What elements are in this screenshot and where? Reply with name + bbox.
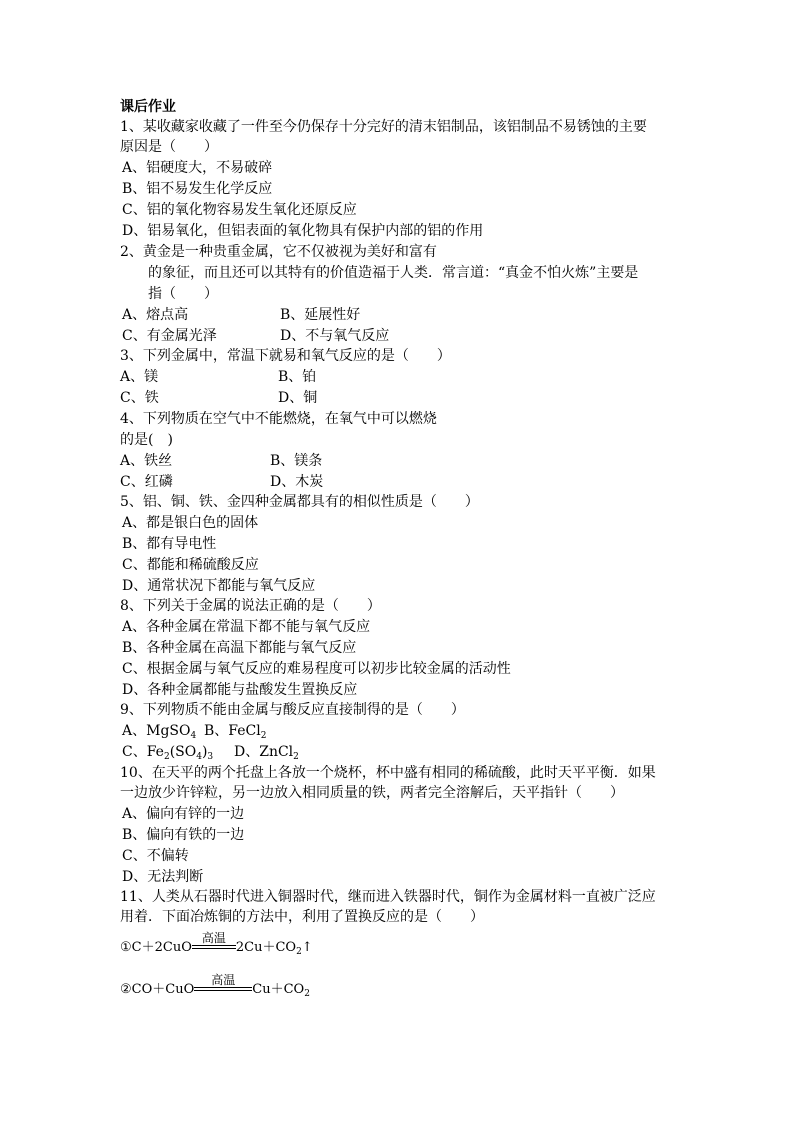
q5-option-d: D、通常状况下都能与氧气反应 — [122, 578, 316, 594]
q8-option-b: B、各种金属在高温下都能与氧气反应 — [122, 640, 357, 656]
q9-option-b-subscript: 2 — [260, 731, 267, 741]
q4-stem-line2: 的是( ) — [120, 432, 173, 448]
q9-option-d — [234, 742, 299, 762]
q9-option-d-text: D、ZnCl — [234, 744, 294, 760]
q3-option-a: A、镁 — [120, 369, 159, 385]
q2-stem-line1: 2、黄金是一种贵重金属，它不仅被视为美好和富有 — [120, 244, 437, 260]
q11-eq2-double-line — [194, 987, 252, 991]
q11-stem-line1: 11、人类从石器时代进入铜器时代，继而进入铁器时代，铜作为金属材料一直被广泛应 — [120, 889, 656, 905]
q10-option-a: A、偏向有锌的一边 — [122, 806, 245, 822]
q11-equation-1 — [120, 932, 313, 962]
q1-stem-line2: 原因是（ ） — [120, 139, 218, 155]
q1-option-c: C、铝的氧化物容易发生氧化还原反应 — [122, 202, 357, 218]
q11-stem-line2: 用着．下面冶炼铜的方法中，利用了置换反应的是（ ） — [120, 909, 484, 925]
q3-option-d: D、铜 — [278, 390, 318, 406]
q1-stem-line1: 1、某收藏家收藏了一件至今仍保存十分完好的清末铝制品，该铝制品不易锈蚀的主要 — [120, 119, 647, 135]
q9-option-d-subscript: 2 — [293, 752, 299, 762]
q2-option-c: C、有金属光泽 — [122, 328, 217, 344]
q3-option-c: C、铁 — [120, 390, 159, 406]
q11-eq2-condition-label: 高温 — [211, 973, 236, 987]
q11-equation-2 — [120, 974, 310, 1004]
q4-option-b: B、镁条 — [270, 453, 323, 469]
q4-option-c: C、红磷 — [120, 474, 173, 490]
q4-option-d: D、木炭 — [270, 474, 324, 490]
q11-eq1-condition — [192, 932, 236, 955]
q9-option-a-text: A、MgSO — [122, 723, 191, 739]
q5-option-c: C、都能和稀硫酸反应 — [122, 557, 259, 573]
q11-eq1-subscript: 2 — [296, 947, 302, 957]
q11-eq1-condition-label: 高温 — [201, 931, 226, 945]
q5-stem: 5、铝、铜、铁、金四种金属都具有的相似性质是（ ） — [120, 494, 479, 510]
q9-option-b — [204, 721, 266, 741]
q11-eq2-subscript: 2 — [304, 989, 310, 999]
q9-option-c-subscript-2: 4 — [196, 752, 202, 762]
q9-option-a-subscript: 4 — [190, 731, 197, 741]
q11-eq2-products: Cu＋CO — [252, 982, 305, 997]
q11-eq2-condition — [194, 974, 252, 997]
q9-option-c — [122, 742, 213, 762]
q11-eq1-double-line — [192, 945, 236, 949]
q9-option-c-text-2: (SO — [169, 744, 197, 760]
q11-eq1-gas-arrow: ↑ — [301, 940, 313, 955]
q11-eq1-reactants: ①C＋2CuO — [120, 940, 192, 955]
q5-option-a: A、都是银白色的固体 — [122, 515, 259, 531]
q1-option-a: A、铝硬度大，不易破碎 — [122, 160, 273, 176]
q9-stem: 9、下列物质不能由金属与酸反应直接制得的是（ ） — [120, 702, 465, 718]
q3-stem: 3、下列金属中，常温下就易和氧气反应的是（ ） — [120, 348, 451, 364]
q2-option-a: A、熔点高 — [122, 307, 189, 323]
q10-stem-line1: 10、在天平的两个托盘上各放一个烧杯，杯中盛有相同的稀硫酸，此时天平平衡．如果 — [120, 765, 656, 781]
q9-option-c-subscript-3: 3 — [207, 752, 214, 762]
q1-option-b: B、铝不易发生化学反应 — [122, 181, 273, 197]
q9-option-c-subscript-1: 2 — [163, 752, 170, 762]
q2-option-d: D、不与氧气反应 — [280, 328, 390, 344]
q9-option-c-text-3: ) — [201, 744, 208, 760]
q9-option-c-text: C、Fe — [122, 744, 164, 760]
q4-stem-line1: 4、下列物质在空气中不能燃烧，在氧气中可以燃烧 — [120, 411, 437, 427]
q5-option-b: B、都有导电性 — [122, 536, 217, 552]
q4-option-a: A、铁丝 — [120, 453, 173, 469]
q10-option-c: C、不偏转 — [122, 848, 189, 864]
q2-stem-line3: 指（ ） — [148, 286, 218, 302]
q10-option-b: B、偏向有铁的一边 — [122, 827, 245, 843]
q11-eq2-reactants: ②CO＋CuO — [120, 982, 195, 997]
q2-option-b: B、延展性好 — [280, 307, 361, 323]
q1-option-d: D、铝易氧化，但铝表面的氧化物具有保护内部的铝的作用 — [122, 223, 484, 239]
q2-stem-line2: 的象征，而且还可以其特有的价值造福于人类．常言道：“真金不怕火炼”主要是 — [148, 265, 639, 281]
q3-option-b: B、铂 — [278, 369, 317, 385]
q10-option-d: D、无法判断 — [122, 869, 204, 885]
q8-stem: 8、下列关于金属的说法正确的是（ ） — [120, 598, 381, 614]
q9-option-a — [122, 721, 196, 741]
q8-option-a: A、各种金属在常温下都不能与氧气反应 — [122, 619, 371, 635]
q11-eq1-products: 2Cu＋CO — [235, 940, 297, 955]
q10-stem-line2: 一边放少许锌粒，另一边放入相同质量的铁，两者完全溶解后，天平指针（ ） — [120, 785, 624, 801]
q9-option-b-text: B、FeCl — [204, 723, 261, 739]
page-title: 课后作业 — [120, 99, 176, 115]
q8-option-d: D、各种金属都能与盐酸发生置换反应 — [122, 682, 358, 698]
q8-option-c: C、根据金属与氧气反应的难易程度可以初步比较金属的活动性 — [122, 661, 511, 677]
